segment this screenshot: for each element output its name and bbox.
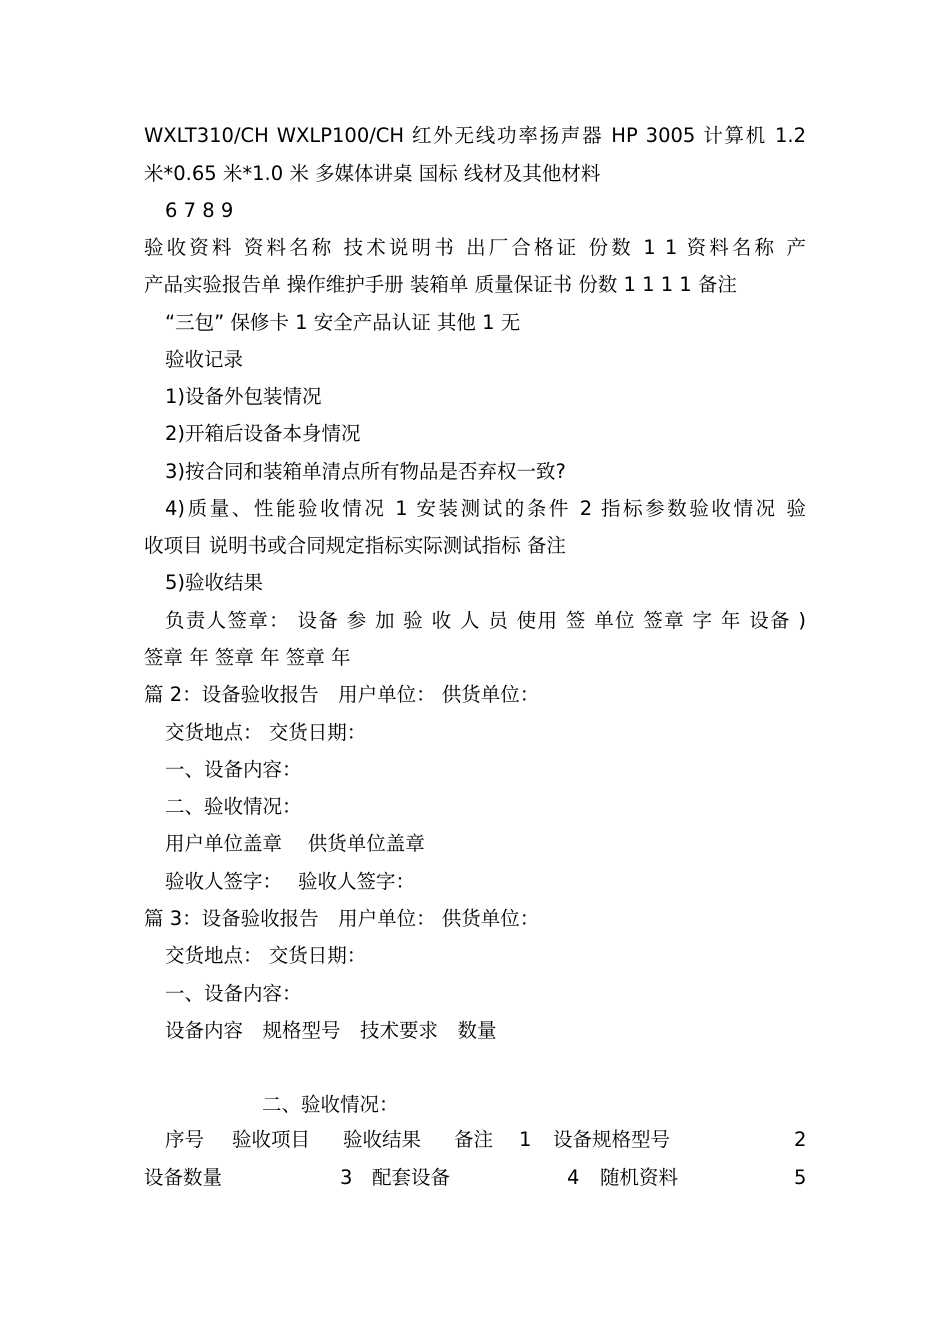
section-2-acceptance: 二、验收情况：: [165, 795, 302, 818]
table-cell: 序号: [165, 1128, 205, 1151]
signature-line-2: 签章 年 签章 年 签章 年: [144, 646, 351, 669]
table-cell: 验收结果: [343, 1128, 422, 1151]
section-2-seals: 用户单位盖章 供货单位盖章: [165, 832, 425, 855]
section-3-delivery: 交货地点： 交货日期：: [165, 944, 367, 967]
record-item-3: 3)按合同和装箱单清点所有物品是否弃权一致?: [165, 460, 566, 483]
record-item-5: 5)验收结果: [165, 571, 264, 594]
table-row: [0, 1164, 950, 1191]
section-2-heading: 篇 2：设备验收报告 用户单位： 供货单位：: [144, 683, 540, 706]
record-item-4-line-1: 4)质量、性能验收情况 1 安装测试的条件 2 指标参数验收情况 验: [165, 497, 806, 520]
section-3-acceptance: 二、验收情况：: [262, 1093, 399, 1116]
table-cell: 设备规格型号: [553, 1128, 671, 1151]
section-3-content-header: 设备内容 规格型号 技术要求 数量: [165, 1019, 497, 1042]
table-cell: 备注: [454, 1128, 494, 1151]
table-cell: 验收项目: [232, 1128, 311, 1151]
section-3-equipment-content: 一、设备内容：: [165, 982, 302, 1005]
table-cell: 1: [519, 1128, 532, 1151]
table-cell: 2: [794, 1128, 807, 1151]
equipment-list-line-2: 米*0.65 米*1.0 米 多媒体讲桌 国标 线材及其他材料: [144, 162, 601, 185]
acceptance-docs-line-3: “三包” 保修卡 1 安全产品认证 其他 1 无: [165, 311, 521, 334]
table-row: [0, 1126, 950, 1153]
table-cell: 4: [567, 1166, 580, 1189]
table-cell: 配套设备: [372, 1166, 451, 1189]
record-item-2: 2)开箱后设备本身情况: [165, 422, 361, 445]
record-item-1: 1)设备外包装情况: [165, 385, 322, 408]
section-2-delivery: 交货地点： 交货日期：: [165, 721, 367, 744]
sequence-numbers: 6 7 8 9: [165, 199, 234, 222]
acceptance-docs-line-1: 验收资料 资料名称 技术说明书 出厂合格证 份数 1 1 资料名称 产: [144, 236, 806, 259]
table-cell: 5: [794, 1166, 807, 1189]
equipment-list-line-1: WXLT310/CH WXLP100/CH 红外无线功率扬声器 HP 3005 计算机 1.2: [144, 124, 806, 147]
table-cell: 随机资料: [600, 1166, 679, 1189]
section-2-signatures: 验收人签字： 验收人签字：: [165, 870, 415, 893]
signature-line-1: 负责人签章： 设备 参 加 验 收 人 员 使用 签 单位 签章 字 年 设备 ): [165, 609, 806, 632]
acceptance-docs-line-2: 产品实验报告单 操作维护手册 装箱单 质量保证书 份数 1 1 1 1 备注: [144, 273, 737, 296]
table-cell: 设备数量: [144, 1166, 223, 1189]
acceptance-record-heading: 验收记录: [165, 348, 244, 371]
section-2-equipment-content: 一、设备内容：: [165, 758, 302, 781]
section-3-heading: 篇 3：设备验收报告 用户单位： 供货单位：: [144, 907, 540, 930]
record-item-4-line-2: 收项目 说明书或合同规定指标实际测试指标 备注: [144, 534, 566, 557]
table-cell: 3: [340, 1166, 353, 1189]
